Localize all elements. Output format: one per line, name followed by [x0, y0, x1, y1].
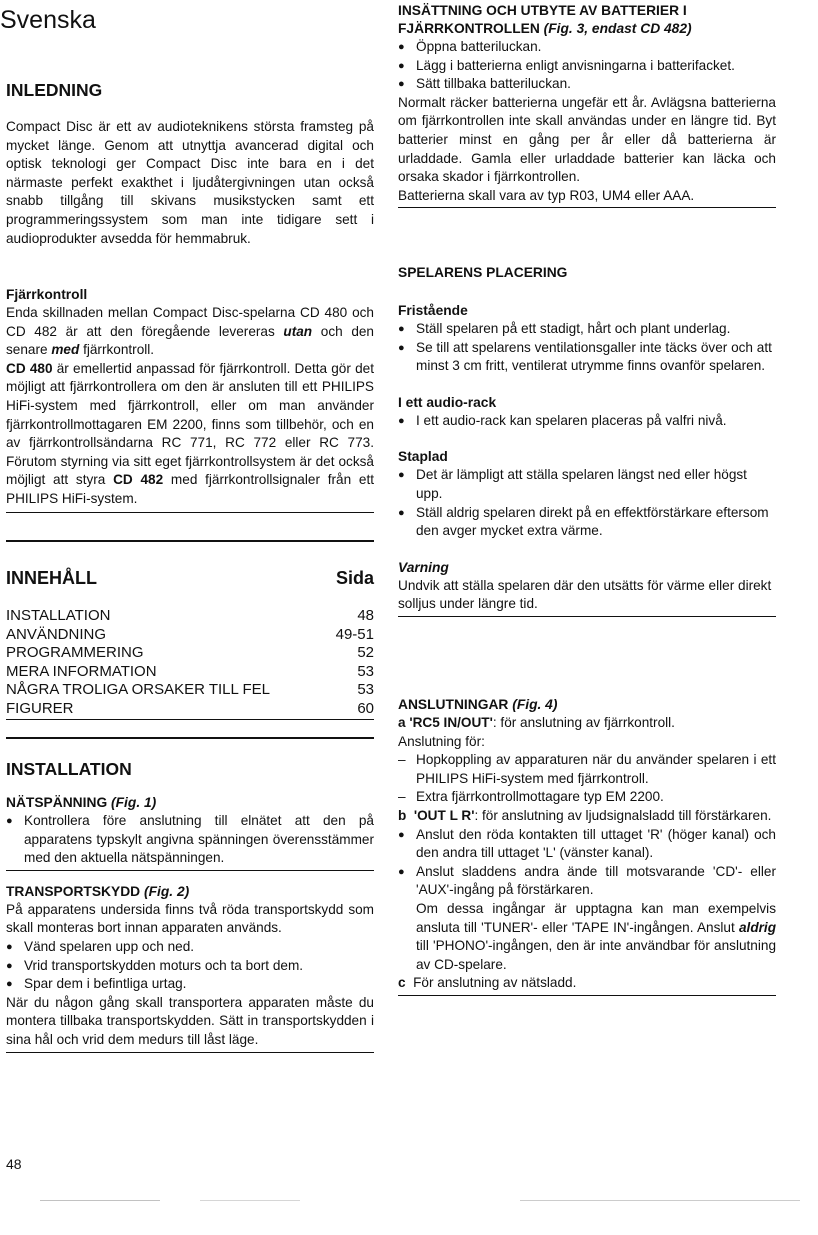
list-item: ● Sätt tillbaka batteriluckan. [398, 75, 776, 94]
toc-label: MERA INFORMATION [6, 662, 157, 680]
anslutningar-section [398, 696, 776, 996]
varning-body: Undvik att ställa spelaren där den utsätts för värme eller direkt solljus under längre tid. [398, 577, 776, 617]
batterier-section [398, 2, 776, 208]
fig-ref: (Fig. 4) [512, 697, 558, 712]
text-span: TRANSPORTSKYDD [6, 883, 141, 899]
toc-page: 53 [357, 662, 374, 680]
text-span: ANSLUTNINGAR [398, 697, 509, 712]
transport-list [6, 938, 374, 994]
item-letter: b [398, 807, 407, 823]
transport-heading [6, 883, 374, 901]
list-item: ● Vrid transportskydden moturs och ta bort dem. [6, 957, 374, 976]
item-letter: a [398, 715, 406, 730]
list-item: – Extra fjärrkontrollmottagare typ EM 2200. [398, 788, 776, 807]
anslutning-c [398, 974, 776, 996]
fig-ref: (Fig. 3, endast CD 482) [543, 21, 692, 36]
list-item: ● Spar dem i befintliga urtag. [6, 975, 374, 994]
inledning-body: Compact Disc är ett av audioteknikens största framsteg på mycket länge. Genom att utnyttja avancerad digital och optisk teknologi ger Compact Disc inte bara en i det närmaste perfekt exakthet i ljudåtergivningen utan också snabb tillgång till skivans musikstycken samt ett programmeringssystem som man inte tidigare sett i audioprodukter avsedda för hemmabruk. [6, 119, 374, 246]
toc-row [6, 663, 374, 682]
anslutningar-heading [398, 696, 776, 714]
fig-ref: (Fig. 2) [144, 883, 190, 899]
fjarrkontroll-p2 [6, 360, 374, 513]
model-cd480: CD 480 [6, 360, 53, 376]
fjarrkontroll-p1 [6, 304, 374, 360]
toc-row [6, 644, 374, 663]
list-item: ● Det är lämpligt att ställa spelaren längst ned eller högst upp. [398, 466, 776, 503]
toc-heading: INNEHÅLL [6, 568, 97, 588]
toc-page: 60 [357, 699, 374, 717]
list-item: ● Lägg i batterierna enligt anvisningarna i batterifacket. [398, 57, 776, 76]
text-span: och den senare [6, 323, 374, 358]
anslutning-a [398, 714, 776, 733]
toc-page: 49-51 [335, 625, 374, 643]
inledning-section [6, 80, 374, 248]
text-span: : för anslutning av ljudsignalsladd till förstärkaren. [474, 807, 772, 823]
toc-page: 52 [357, 644, 374, 662]
placering-heading: SPELARENS PLACERING [398, 265, 568, 280]
list-item: ● Anslut sladdens andra ände till motsvarande 'CD'- eller 'AUX'-ingång på förstärkaren. [398, 863, 776, 900]
placering-section [398, 264, 776, 617]
innehall-section [6, 568, 374, 720]
anslutning-a-sub: Anslutning för: [398, 733, 485, 749]
anslutning-b-list [398, 826, 776, 900]
batterier-heading [398, 2, 776, 38]
text-span: fjärrkontroll. [79, 342, 155, 358]
installation-section [6, 759, 374, 1053]
inledning-heading: INLEDNING [6, 80, 103, 100]
toc-page-heading: Sida [335, 568, 374, 588]
toc-label: FIGURER [6, 699, 74, 717]
fig-ref: (Fig. 1) [111, 795, 157, 810]
page-number: 48 [6, 1156, 22, 1172]
transport-intro: På apparatens undersida finns två röda transportskydd som skall monteras bort innan apparaten används. [6, 901, 374, 936]
staplad-list [398, 466, 776, 540]
connector-label: 'RC5 IN/OUT' [409, 715, 493, 730]
toc-list [6, 607, 374, 720]
toc-page: 48 [357, 607, 374, 624]
list-item: ● Öppna batteriluckan. [398, 38, 776, 57]
batterier-list [398, 38, 776, 94]
fristaende-heading: Fristående [398, 303, 468, 318]
model-cd482: CD 482 [113, 472, 164, 488]
list-item: ● Se till att spelarens ventilationsgaller inte täcks över och att minst 3 cm fritt, ventilerat utrymme finns ovanför spelaren. [398, 339, 776, 376]
anslutning-a-list [398, 751, 776, 807]
natspanning-list [6, 812, 374, 871]
batterier-typ: Batterierna skall vara av typ R03, UM4 eller AAA. [398, 187, 776, 209]
toc-label: INSTALLATION [6, 607, 111, 624]
staplad-heading: Staplad [398, 449, 448, 465]
fjarrkontroll-section [6, 286, 374, 513]
varning-heading: Varning [398, 559, 449, 575]
text-span: INSÄTTNING OCH UTBYTE AV BATTERIER I FJÄRRKONTROLLEN [398, 3, 687, 36]
list-item: ● Kontrollera före anslutning till elnätet att den på apparatens typskylt angivna spänningen överensstämmer med den aktuella nätspänningen. [6, 812, 374, 868]
connector-label: 'OUT L R' [413, 807, 475, 823]
divider [6, 737, 374, 739]
natspanning-heading [6, 794, 374, 812]
fristaende-list [398, 320, 776, 376]
list-item: – Hopkoppling av apparaturen när du använder spelaren i ett PHILIPS HiFi-system med fjärrkontroll. [398, 751, 776, 788]
text-span: NÄTSPÄNNING [6, 795, 108, 810]
batterier-body: Normalt räcker batterierna ungefär ett år. Avlägsna batterierna om fjärrkontrollen inte skall användas under en längre tid. Byt batterier minst en gång per år eller då batterierna är urladdade. Gamla eller urladdade batterier kan läcka och orsaka skador i fjärrkontrollen. [398, 94, 776, 185]
rack-list [398, 412, 776, 431]
rack-heading: I ett audio-rack [398, 394, 497, 410]
list-item: ● I ett audio-rack kan spelaren placeras på valfri nivå. [398, 412, 776, 431]
scan-artifact [40, 1200, 160, 1201]
toc-label: NÅGRA TROLIGA ORSAKER TILL FEL [6, 681, 270, 699]
toc-row [6, 700, 374, 720]
text-span: : för anslutning av fjärrkontroll. [492, 715, 675, 730]
scan-artifact [200, 1200, 300, 1201]
text-span: För anslutning av nätsladd. [413, 975, 577, 991]
list-item: ● Ställ aldrig spelaren direkt på en effektförstärkare eftersom den avger mycket extra värme. [398, 504, 776, 541]
text-span: till 'PHONO'-ingången, den är inte användbar för anslutning av CD-spelare. [416, 938, 776, 972]
list-item: ● Ställ spelaren på ett stadigt, hårt och plant underlag. [398, 320, 776, 339]
anslutning-b [398, 807, 776, 826]
aldrig-emphasis: aldrig [738, 919, 776, 935]
text-span: Enda skillnaden mellan Compact Disc-spelarna CD 480 och CD 482 är att den föregående levereras [6, 305, 374, 339]
item-letter: c [398, 975, 406, 991]
list-item: ● Vänd spelaren upp och ned. [6, 938, 374, 957]
toc-row [6, 626, 374, 645]
toc-header [6, 568, 374, 589]
med-emphasis: med [51, 342, 80, 358]
utan-emphasis: utan [283, 323, 313, 339]
text-span: med fjärrkontrollsignaler från ett PHILIPS HiFi-system. [6, 472, 375, 506]
scan-artifact [520, 1200, 800, 1201]
text-span: är emellertid anpassad för fjärrkontroll. Detta gör det möjligt att fjärrkontrollera om den är ansluten till ett PHILIPS HiFi-system med fjärrkontroll, eller om man använder fjärrkontrollmottagaren EM 2200, finns som tillbehör, och en av fjärrkontrollsändarna RC 771, RC 772 eller RC 773. Förutom styrning via sitt eget fjärrkontrollsystem är det också möjligt att styra [6, 360, 374, 488]
language-title: Svenska [0, 6, 96, 34]
divider [6, 540, 374, 542]
toc-row [6, 607, 374, 626]
text-span: Om dessa ingångar är upptagna kan man exempelvis ansluta till 'TUNER'- eller 'TAPE IN'-ingången. Anslut [416, 900, 776, 935]
transport-outro: När du någon gång skall transportera apparaten måste du montera tillbaka transportskydden. Sätt in transportskydden i sina hål och vrid dem medurs till låst läge. [6, 994, 374, 1053]
toc-row [6, 681, 374, 700]
toc-label: ANVÄNDNING [6, 625, 107, 643]
toc-page: 53 [357, 681, 374, 699]
toc-label: PROGRAMMERING [6, 644, 144, 662]
fjarrkontroll-heading: Fjärrkontroll [6, 287, 88, 302]
installation-heading: INSTALLATION [6, 759, 132, 779]
list-item: ● Anslut den röda kontakten till uttaget 'R' (höger kanal) och den andra till uttaget 'L' (vänster kanal). [398, 826, 776, 863]
anslutning-b-note [398, 900, 776, 974]
